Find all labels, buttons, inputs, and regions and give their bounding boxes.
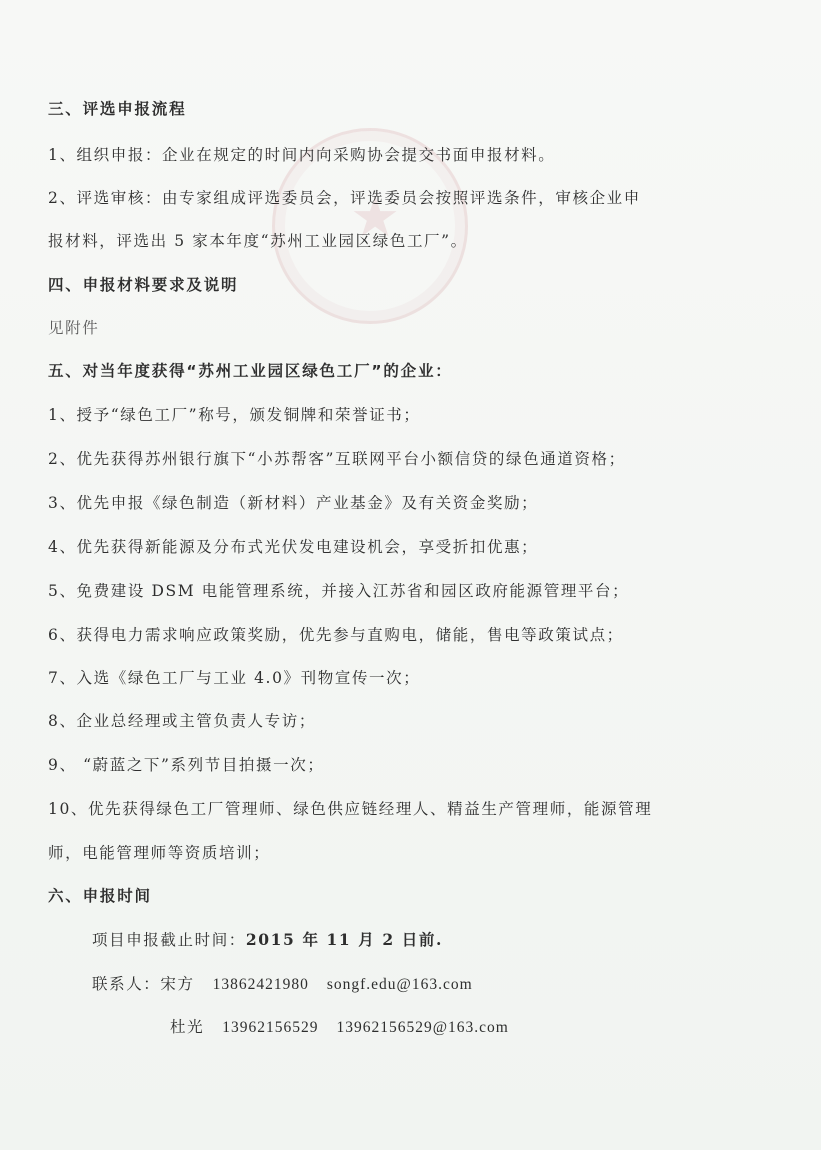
list-item: 6、获得电力需求响应政策奖励，优先参与直购电，储能，售电等政策试点； xyxy=(48,626,624,644)
list-item: 4、优先获得新能源及分布式光伏发电建设机会，享受折扣优惠； xyxy=(48,538,539,556)
contact-2-email: 13962156529@163.com xyxy=(336,1019,509,1036)
section-3-item-1: 1、组织申报：企业在规定的时间内向采购协会提交书面申报材料。 xyxy=(48,146,556,164)
contact-1-email: songf.edu@163.com xyxy=(326,976,473,993)
list-item: 3、优先申报《绿色制造（新材料）产业基金》及有关资金奖励； xyxy=(48,494,539,512)
section-6-heading: 六、申报时间 xyxy=(48,887,152,905)
list-item: 9、 “蔚蓝之下”系列节目拍摄一次； xyxy=(48,756,325,774)
section-4-heading: 四、申报材料要求及说明 xyxy=(48,276,239,294)
section-4-body: 见附件 xyxy=(48,319,100,337)
deadline-value: 2015 年 11 月 2 日前. xyxy=(245,930,443,949)
contact-1-name: 宋方 xyxy=(160,975,195,993)
section-3-item-2-line-2: 报材料，评选出 5 家本年度“苏州工业园区绿色工厂”。 xyxy=(48,232,468,250)
list-item: 7、入选《绿色工厂与工业 4.0》刊物宣传一次； xyxy=(48,669,421,687)
seal-star-icon: ★ xyxy=(350,185,401,250)
contact-row-2 xyxy=(170,1017,509,1038)
list-item: 2、优先获得苏州银行旗下“小苏帮客”互联网平台小额信贷的绿色通道资格； xyxy=(48,450,626,468)
section-3-item-2-line-1: 2、评选审核：由专家组成评选委员会，评选委员会按照评选条件，审核企业申 xyxy=(48,189,641,207)
deadline-label: 项目申报截止时间： xyxy=(92,931,246,949)
contact-1-phone: 13862421980 xyxy=(212,976,309,993)
section-3-heading: 三、评选申报流程 xyxy=(48,100,187,118)
deadline-row xyxy=(92,930,443,950)
list-item-continuation: 师，电能管理师等资质培训； xyxy=(48,844,271,862)
list-item: 5、免费建设 DSM 电能管理系统，并接入江苏省和园区政府能源管理平台； xyxy=(48,582,630,600)
list-item: 8、企业总经理或主管负责人专访； xyxy=(48,712,316,730)
section-5-heading: 五、对当年度获得“苏州工业园区绿色工厂”的企业： xyxy=(48,362,453,380)
list-item: 10、优先获得绿色工厂管理师、绿色供应链经理人、精益生产管理师，能源管理 xyxy=(48,800,653,818)
contact-2-phone: 13962156529 xyxy=(222,1019,319,1036)
contact-2-name: 杜光 xyxy=(170,1018,205,1036)
contact-label: 联系人： xyxy=(92,975,161,993)
list-item: 1、授予“绿色工厂”称号，颁发铜牌和荣誉证书； xyxy=(48,406,421,424)
contact-row-1 xyxy=(92,974,473,995)
